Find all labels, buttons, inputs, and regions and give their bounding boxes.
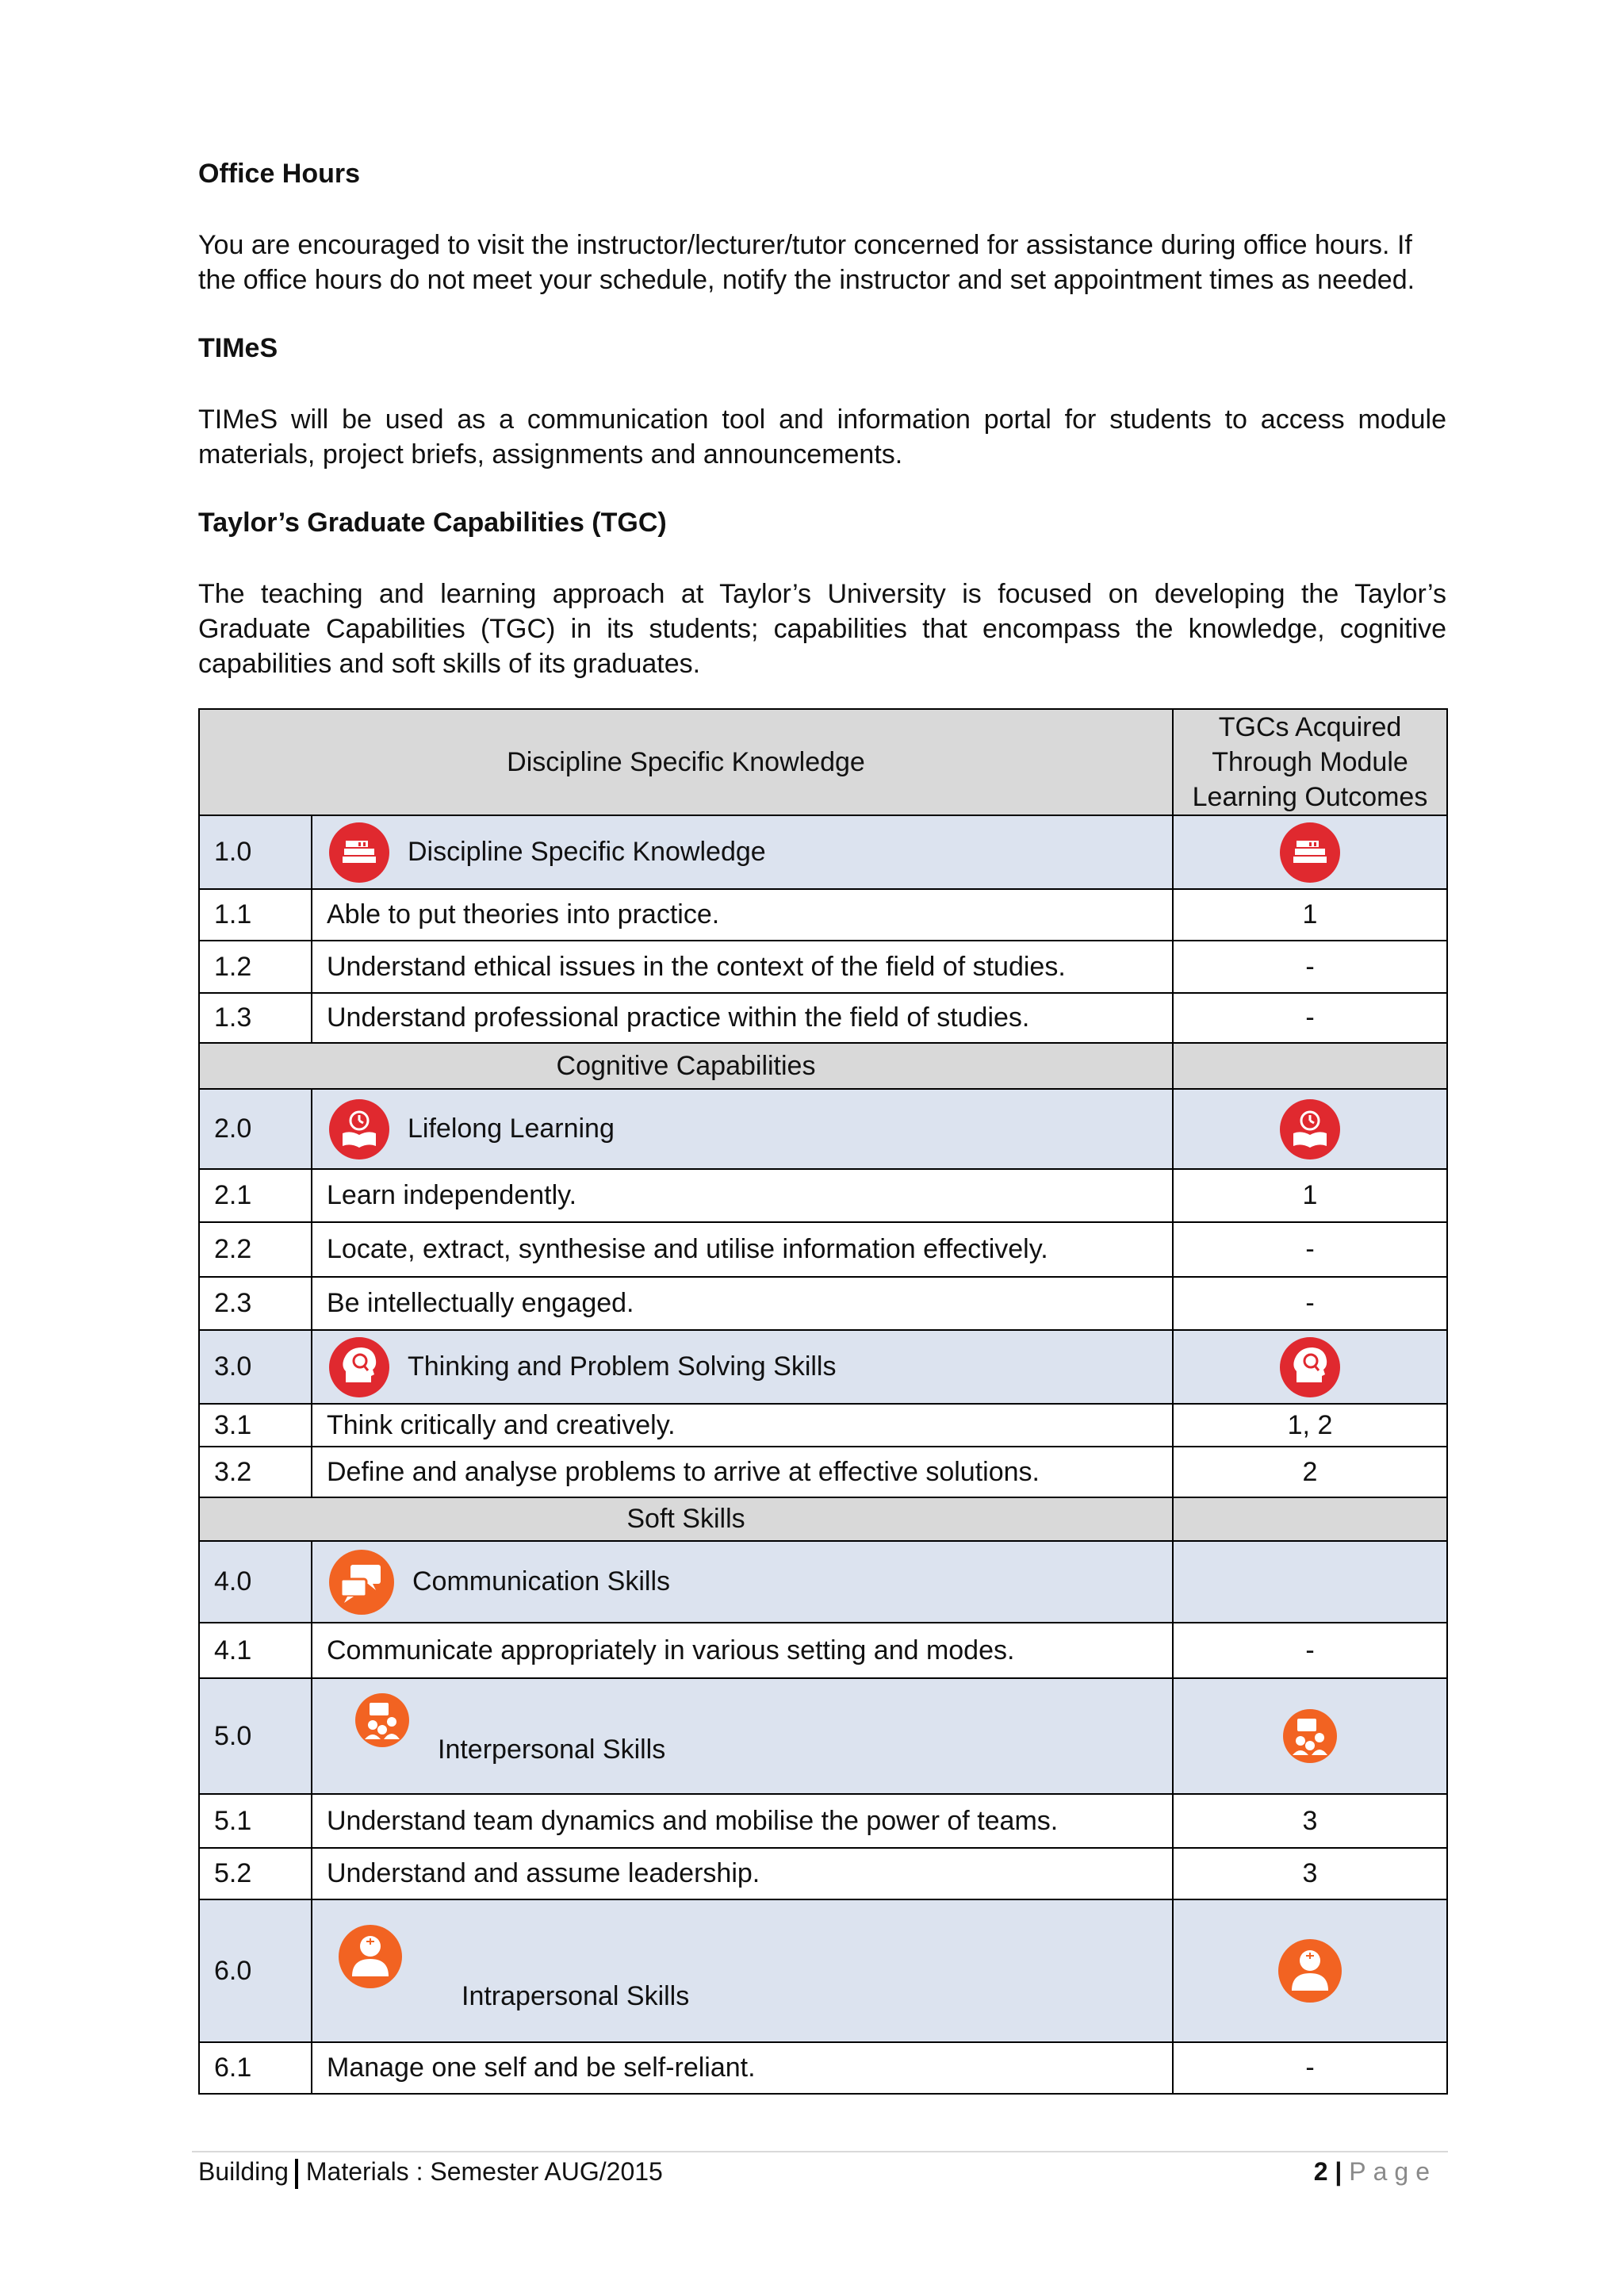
table-row [199,1222,1447,1277]
clock-book-icon [1277,1097,1342,1162]
row-description: Communicate appropriately in various setting and modes. [312,1623,1173,1678]
row-number: 5.2 [199,1848,312,1899]
table-row [199,1899,1447,2042]
section-row [199,1043,1447,1089]
row-number: 4.1 [199,1623,312,1678]
category-label: Discipline Specific Knowledge [408,837,766,867]
row-number: 6.0 [199,1899,312,2042]
row-outcome: 3 [1173,1848,1447,1899]
row-description: Learn independently. [312,1169,1173,1222]
footer-page [1314,2157,1437,2187]
category-cell [312,1678,1173,1794]
row-outcome: 3 [1173,1794,1447,1848]
row-outcome: 1 [1173,889,1447,941]
page-number: 2 [1313,2157,1328,2186]
row-number: 3.0 [199,1330,312,1404]
row-outcome: - [1173,1277,1447,1330]
outcome-cell [1173,1541,1447,1623]
table-row [199,1447,1447,1497]
row-description: Be intellectually engaged. [312,1277,1173,1330]
table-row [199,1678,1447,1794]
footer-module-name: Building [198,2157,289,2186]
table-header-row [199,709,1447,815]
times-paragraph: TIMeS will be used as a communication tool and information portal for students to access module materials, project briefs, assignments and announcements. [198,404,1446,470]
category-cell [312,1330,1173,1404]
outcome-cell [1173,1089,1447,1169]
team-icon [1281,1708,1339,1765]
row-number: 2.3 [199,1277,312,1330]
row-number: 1.3 [199,993,312,1043]
table-row [199,1277,1447,1330]
header-outcomes-line1: TGCs Acquired [1218,712,1402,742]
footer-separator-bar [295,2159,298,2189]
table-row [199,1623,1447,1678]
team-icon [354,1692,411,1749]
person-icon [1276,1937,1344,2005]
row-number: 2.0 [199,1089,312,1169]
row-number: 3.1 [199,1404,312,1447]
row-description: Think critically and creatively. [312,1404,1173,1447]
row-number: 2.2 [199,1222,312,1277]
header-outcomes-line3: Learning Outcomes [1192,782,1428,812]
row-outcome: - [1173,941,1447,993]
header-outcomes-line2: Through Module [1212,747,1408,777]
category-label: Lifelong Learning [408,1114,615,1144]
footer-divider [192,2151,1448,2152]
head-magnifier-icon [327,1335,392,1400]
row-description: Understand team dynamics and mobilise the power of teams. [312,1794,1173,1848]
books-icon [1277,820,1342,885]
row-outcome: - [1173,1623,1447,1678]
row-number: 1.1 [199,889,312,941]
times-heading: TIMeS [198,333,278,363]
table-row [199,1169,1447,1222]
row-description: Locate, extract, synthesise and utilise information effectively. [312,1222,1173,1277]
row-number: 2.1 [199,1169,312,1222]
table-row [199,2042,1447,2094]
table-row [199,1330,1447,1404]
page-word: Page [1349,2157,1437,2186]
row-description: Manage one self and be self-reliant. [312,2042,1173,2094]
category-cell [312,1541,1173,1623]
outcome-cell [1173,1678,1447,1794]
header-outcomes [1173,709,1447,815]
table-row [199,1541,1447,1623]
row-number: 5.0 [199,1678,312,1794]
footer-title: Materials : Semester AUG/2015 [305,2157,663,2186]
tgc-paragraph: The teaching and learning approach at Taylor’s University is focused on developing the Taylor’s Graduate Capabilities (TGC) in its students; capabilities that encompass the knowledge, cognitive capabilities and soft skills of its graduates. [198,579,1446,679]
category-cell [312,815,1173,889]
table-row [199,1089,1447,1169]
footer-module [198,2157,663,2189]
table-row [199,941,1447,993]
row-outcome: - [1173,1222,1447,1277]
row-description: Understand professional practice within the field of studies. [312,993,1173,1043]
row-number: 5.1 [199,1794,312,1848]
row-description: Define and analyse problems to arrive at effective solutions. [312,1447,1173,1497]
row-number: 1.2 [199,941,312,993]
person-icon [336,1922,404,1991]
row-number: 3.2 [199,1447,312,1497]
category-label: Communication Skills [412,1566,670,1596]
outcome-cell [1173,1330,1447,1404]
category-label: Intrapersonal Skills [462,1981,690,2011]
row-outcome: 2 [1173,1447,1447,1497]
row-description: Able to put theories into practice. [312,889,1173,941]
category-cell [312,1899,1173,2042]
row-number: 4.0 [199,1541,312,1623]
row-description: Understand and assume leadership. [312,1848,1173,1899]
section-title: Cognitive Capabilities [199,1043,1173,1089]
outcome-cell [1173,815,1447,889]
section-title: Soft Skills [199,1497,1173,1541]
row-number: 6.1 [199,2042,312,2094]
section-empty-cell [1173,1043,1447,1089]
header-title: Discipline Specific Knowledge [199,709,1173,815]
tgc-table [198,708,1448,2095]
section-row [199,1497,1447,1541]
row-description: Understand ethical issues in the context of the field of studies. [312,941,1173,993]
table-row [199,1404,1447,1447]
row-outcome: - [1173,993,1447,1043]
office-hours-heading: Office Hours [198,159,361,189]
table-row [199,993,1447,1043]
tgc-heading: Taylor’s Graduate Capabilities (TGC) [198,508,667,538]
row-outcome: - [1173,2042,1447,2094]
table-row [199,1794,1447,1848]
category-label: Thinking and Problem Solving Skills [408,1351,837,1382]
outcome-cell [1173,1899,1447,2042]
row-number: 1.0 [199,815,312,889]
category-cell [312,1089,1173,1169]
table-row [199,815,1447,889]
speech-bubbles-icon [327,1547,396,1617]
head-magnifier-icon [1277,1335,1342,1400]
row-outcome: 1 [1173,1169,1447,1222]
clock-book-icon [327,1097,392,1162]
row-outcome: 1, 2 [1173,1404,1447,1447]
table-row [199,1848,1447,1899]
books-icon [327,820,392,885]
table-row [199,889,1447,941]
category-label: Interpersonal Skills [438,1734,666,1765]
office-hours-paragraph: You are encouraged to visit the instructor/lecturer/tutor concerned for assistance during office hours. If the office hours do not meet your schedule, notify the instructor and set appointment times as needed. [198,230,1415,295]
page-separator: | [1335,2157,1342,2186]
section-empty-cell [1173,1497,1447,1541]
